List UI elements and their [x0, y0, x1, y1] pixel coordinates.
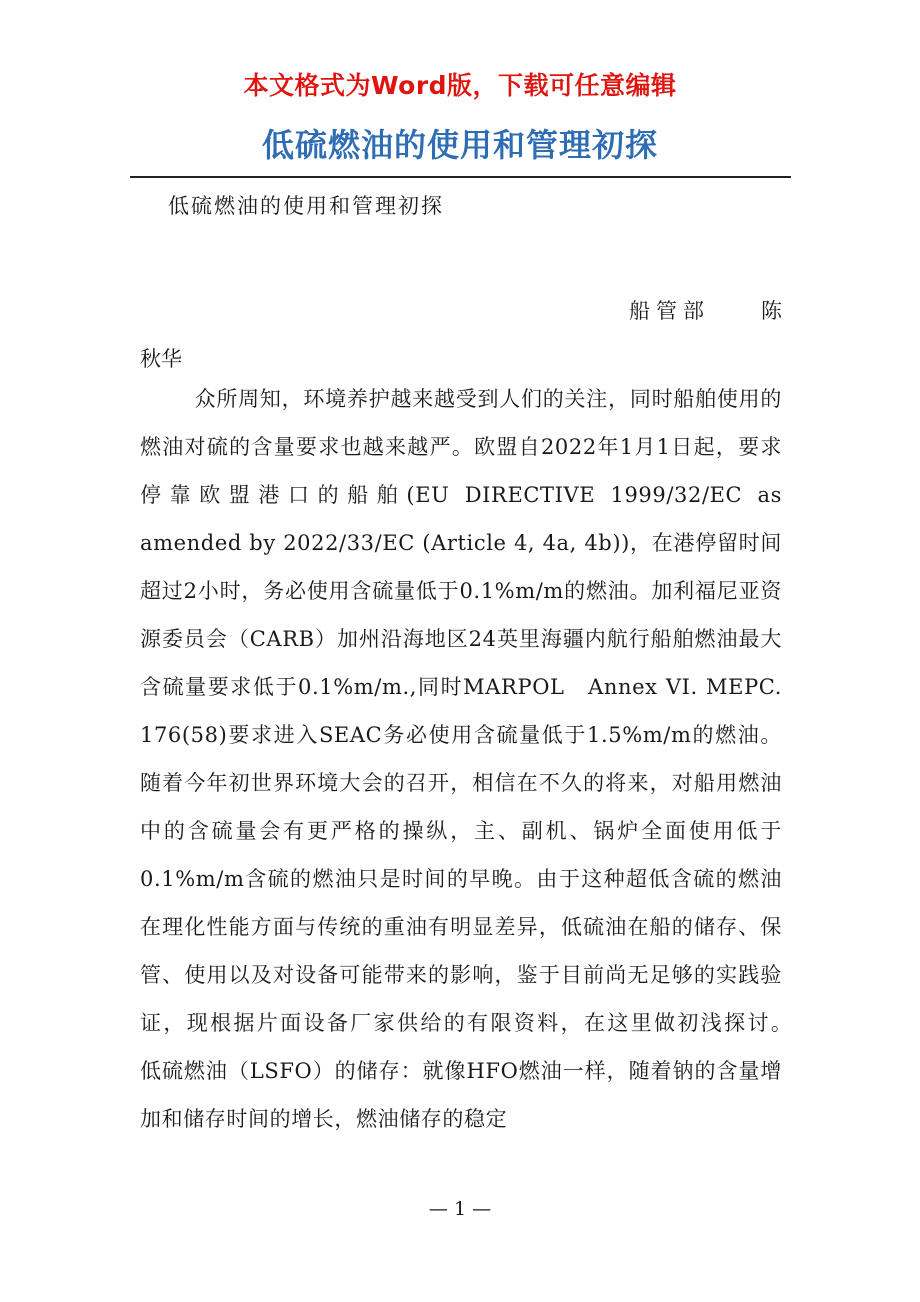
download-banner: 本文格式为Word版，下载可任意编辑 — [243, 71, 677, 100]
document-title: 低硫燃油的使用和管理初探 — [261, 126, 658, 164]
page-number: — 1 — — [428, 1198, 492, 1220]
header-divider — [130, 176, 791, 178]
article-subtitle: 低硫燃油的使用和管理初探 — [168, 194, 444, 218]
author-department: 船管部 — [629, 299, 710, 323]
author-name-part1: 陈 — [761, 299, 782, 323]
article-body — [140, 375, 847, 1143]
author-name-part2: 秋华 — [140, 347, 182, 371]
body-paragraph: 众所周知，环境养护越来越受到人们的关注，同时船舶使用的燃油对硫的含量要求也越来越严。欧盟自2022年1月1日起，要求停靠欧盟港口的船舶(EU DIRECTIVE 1999/32/EC as amended by 2022/33/EC (Article 4, 4a, 4b))，在港停留时间超过2小时，务必使用含硫量低于0.1%m/m的燃油。加利福尼亚资源委员会（CARB）加州沿海地区24英里海疆内航行船舶燃油最大含硫量要求低于0.1%m/m.,同时MARPOL Annex VI. MEPC. 176(58)要求进入SEAC务必使用含硫量低于1.5%m/m的燃油。随着今年初世界环境大会的召开，相信在不久的将来，对船用燃油中的含硫量会有更严格的操纵，主、副机、锅炉全面使用低于0.1%m/m含硫的燃油只是时间的早晚。由于这种超低含硫的燃油在理化性能方面与传统的重油有明显差异，低硫油在船的储存、保管、使用以及对设备可能带来的影响，鉴于目前尚无足够的实践验证，现根据片面设备厂家供给的有限资料，在这里做初浅探讨。 低硫燃油（LSFO）的储存：就像HFO燃油一样，随着钠的含量增加和储存时间的增长，燃油储存的稳定 — [140, 387, 847, 1131]
